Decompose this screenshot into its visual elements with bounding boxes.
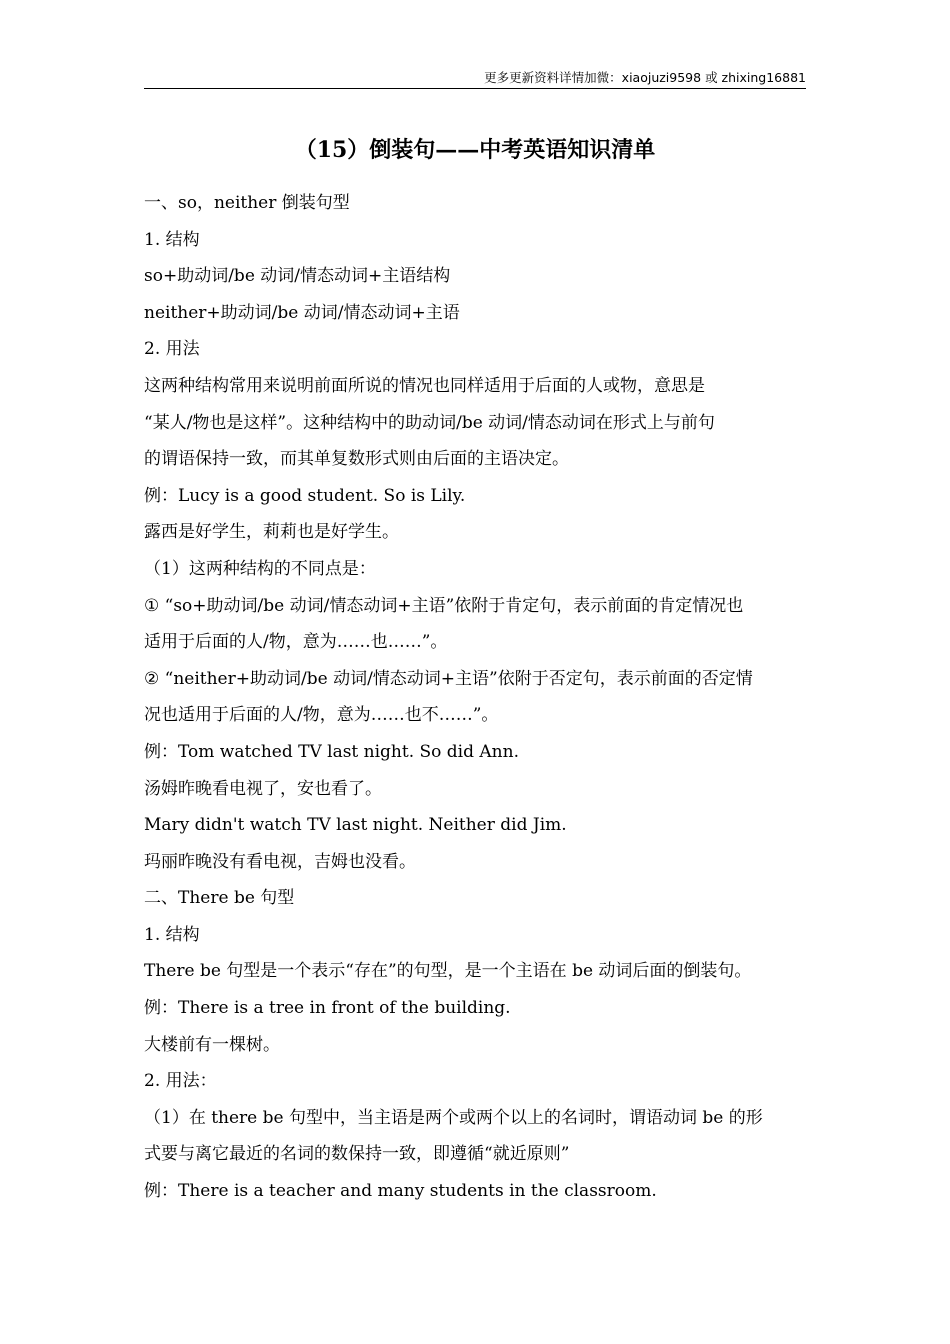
paragraph-line: 适用于后面的人/物，意为……也……”。 [144, 632, 448, 653]
paragraph-line: ① “so+助动词/be 动词/情态动词+主语”依附于肯定句，表示前面的肯定情况也 [144, 595, 744, 616]
paragraph-line: “某人/物也是这样”。这种结构中的助动词/be 动词/情态动词在形式上与前句 [144, 412, 715, 433]
example-line: 例：Tom watched TV last night. So did Ann. [144, 741, 519, 762]
header-text: 更多更新资料详情加微：xiaojuzi9598 或 zhixing16881 [484, 70, 806, 85]
translation-line: 汤姆昨晚看电视了，安也看了。 [144, 778, 382, 799]
page-header [144, 66, 806, 89]
paragraph-line: 式要与离它最近的名词的数保持一致，即遵循“就近原则” [144, 1144, 570, 1165]
paragraph-line: 况也适用于后面的人/物，意为……也不……”。 [144, 705, 499, 726]
example-line: Mary didn't watch TV last night. Neither did Jim. [144, 815, 567, 836]
subheading-usage: 2. 用法： [144, 1071, 217, 1092]
subheading-structure: 1. 结构 [144, 229, 200, 250]
example-line: 例：There is a teacher and many students in the classroom. [144, 1181, 657, 1202]
translation-line: 大楼前有一棵树。 [144, 1034, 280, 1055]
section-heading-so-neither: 一、so，neither 倒装句型 [144, 193, 350, 213]
section-heading-there-be: 二、There be 句型 [144, 888, 295, 909]
paragraph-line: so+助动词/be 动词/情态动词+主语结构 [144, 266, 451, 287]
example-line: 例：Lucy is a good student. So is Lily. [144, 485, 466, 506]
paragraph-line: （1）这两种结构的不同点是： [144, 558, 376, 579]
document-body [144, 185, 812, 1210]
translation-line: 玛丽昨晚没有看电视，吉姆也没看。 [144, 851, 416, 872]
paragraph-line: （1）在 there be 句型中，当主语是两个或两个以上的名词时，谓语动词 be 的形 [144, 1107, 763, 1128]
paragraph-line: 这两种结构常用来说明前面所说的情况也同样适用于后面的人或物，意思是 [144, 375, 705, 396]
translation-line: 露西是好学生，莉莉也是好学生。 [144, 522, 399, 543]
paragraph-line: ② “neither+助动词/be 动词/情态动词+主语”依附于否定句，表示前面的否定情 [144, 668, 753, 689]
paragraph-line: There be 句型是一个表示“存在”的句型，是一个主语在 be 动词后面的倒装句。 [144, 961, 752, 982]
example-line: 例：There is a tree in front of the building. [144, 998, 511, 1019]
subheading-usage: 2. 用法 [144, 339, 200, 360]
paragraph-line: neither+助动词/be 动词/情态动词+主语 [144, 302, 460, 323]
paragraph-line: 的谓语保持一致，而其单复数形式则由后面的主语决定。 [144, 449, 569, 470]
page-title: （15）倒装句——中考英语知识清单 [294, 137, 656, 163]
subheading-structure: 1. 结构 [144, 924, 200, 945]
